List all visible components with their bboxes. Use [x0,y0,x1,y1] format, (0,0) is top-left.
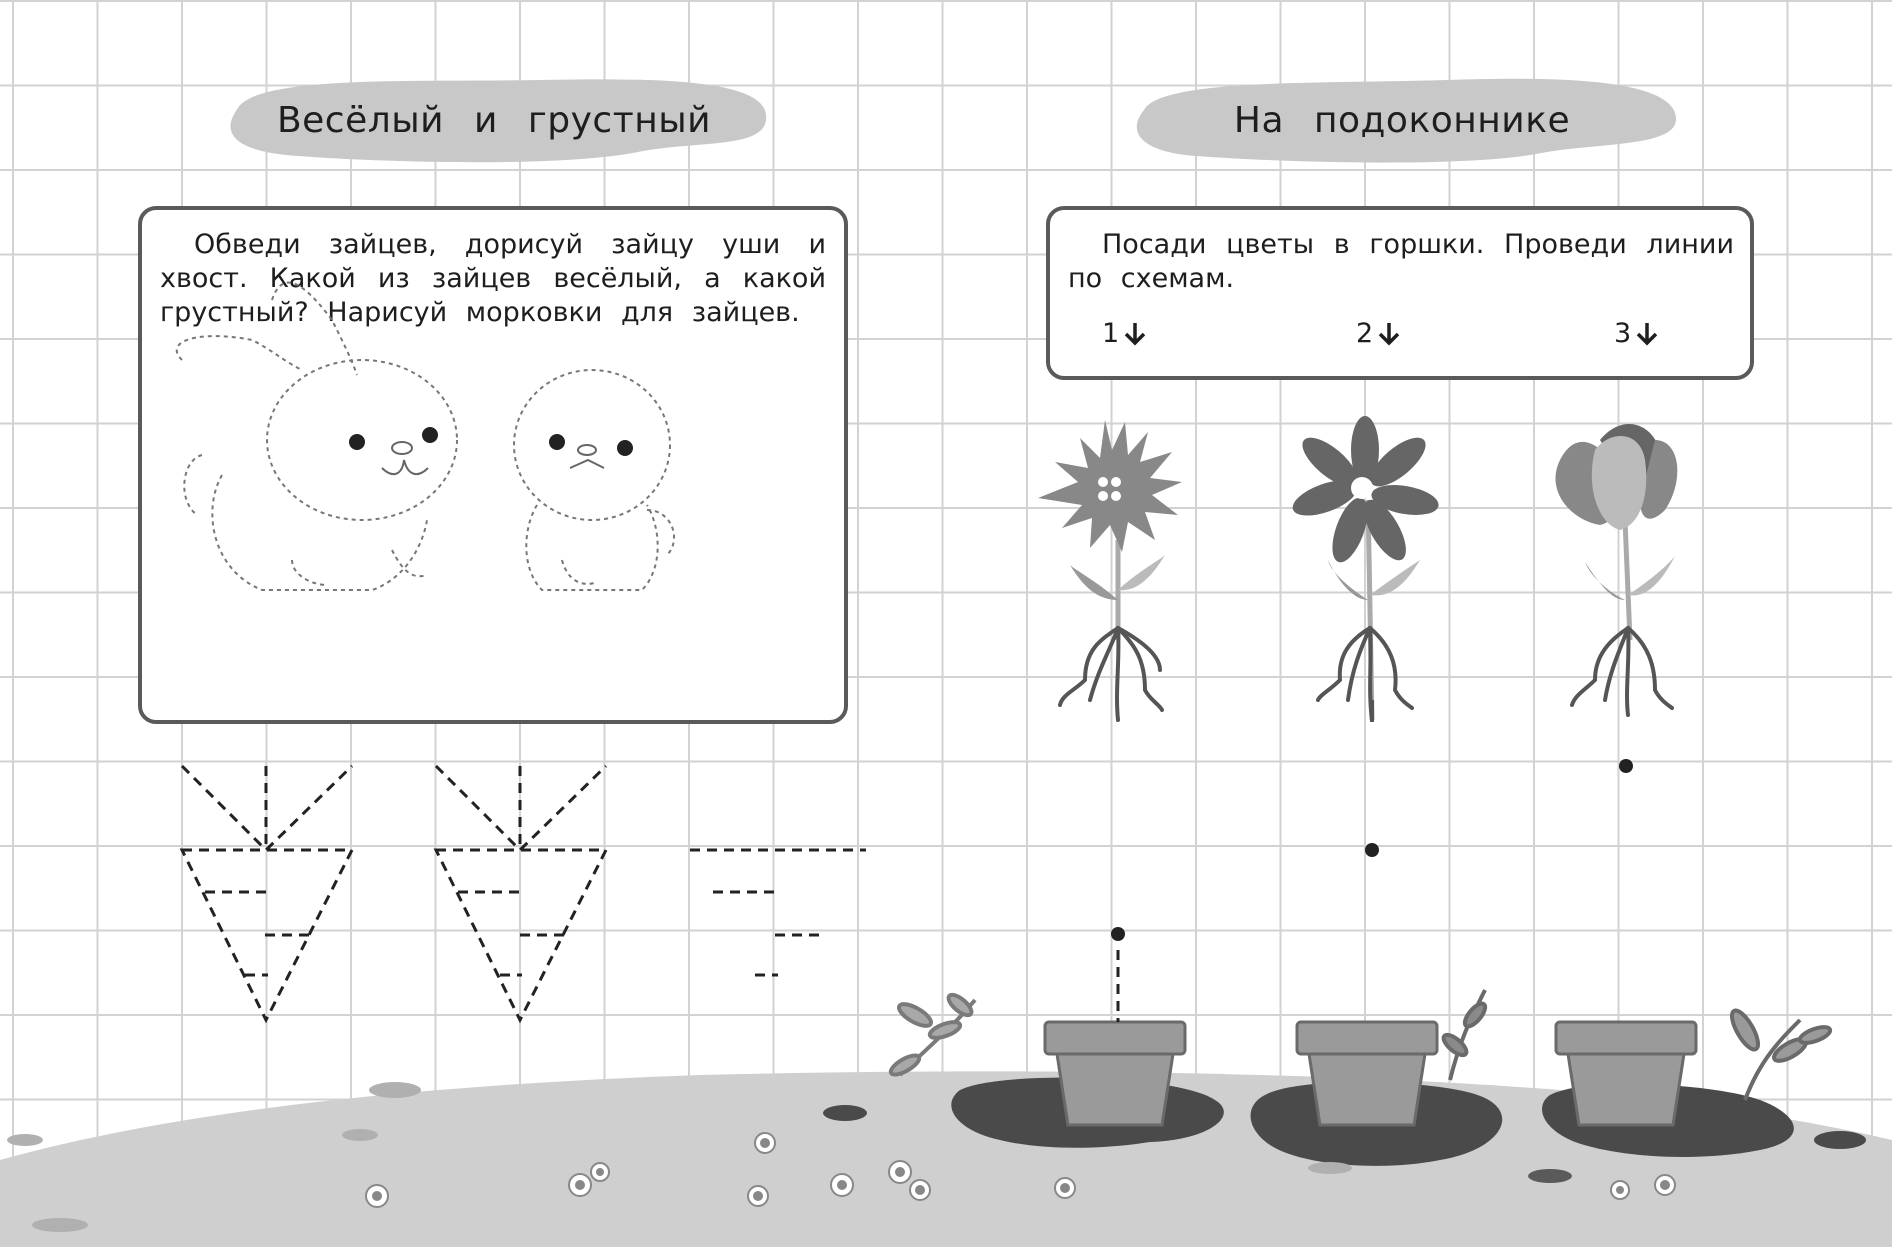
title-text: На подоконнике [1233,99,1571,141]
instruction-text-right: Посади цветы в горшки. Проведи линии по схемам. [1068,229,1734,294]
scheme-dot-3 [1619,759,1633,773]
scheme-dot-2 [1365,843,1379,857]
title-text: Весёлый и грустный [276,99,712,141]
scheme-dot-1 [1111,927,1125,941]
flower-1 [1038,420,1182,720]
flower-3 [1556,424,1678,715]
scheme-label: 1 [1102,318,1120,349]
flower-2 [1288,416,1441,722]
scheme-label: 2 [1356,318,1374,349]
instruction-text-left: Обведи зайцев, дорисуй зайцу уши и хвост. Какой из зайцев весёлый, а какой грустный? Нарисуй морковки для зайцев. [160,229,826,328]
scheme-label: 3 [1614,318,1632,349]
